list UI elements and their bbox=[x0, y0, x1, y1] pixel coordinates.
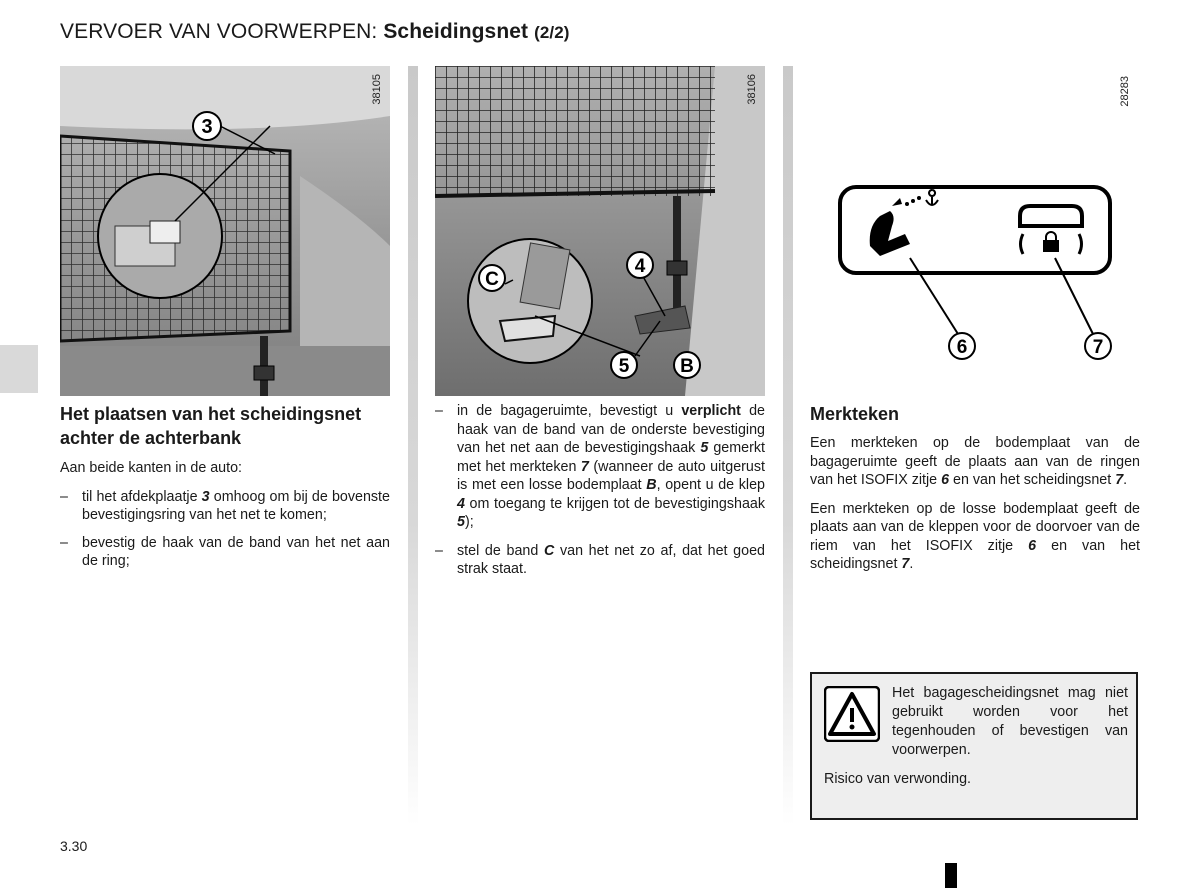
callout-C: C bbox=[485, 269, 499, 290]
list-item: – stel de band C van het net zo af, dat het goed strak staat. bbox=[435, 542, 765, 577]
callout-5: 5 bbox=[618, 356, 630, 377]
list-item: – til het afdekplaatje 3 omhoog om bij de bovenste bevestigingsring van het net te komen; bbox=[60, 488, 390, 523]
figure-ref-number: 28283 bbox=[1119, 76, 1131, 107]
ref-3: 3 bbox=[201, 488, 210, 505]
callout-6: 6 bbox=[956, 337, 968, 358]
figure-marking-symbols bbox=[810, 66, 1140, 366]
figure-ref-number: 38105 bbox=[371, 74, 383, 105]
warning-risk-text: Risico van verwonding. bbox=[824, 771, 972, 787]
chapter-side-tab bbox=[0, 345, 38, 393]
intro-text: Aan beide kanten in de auto: bbox=[60, 460, 243, 476]
page-edge-marker bbox=[945, 863, 957, 888]
section-heading: Het plaatsen van het scheidingsnet achter de achterbank bbox=[60, 404, 362, 448]
column-1-text bbox=[60, 402, 390, 571]
page-title bbox=[60, 20, 570, 44]
section-heading: Merkteken bbox=[810, 404, 900, 424]
title-page-count: (2/2) bbox=[534, 23, 570, 42]
page-number: 3.30 bbox=[60, 838, 88, 854]
column-3-text bbox=[810, 402, 1140, 574]
list-item: – bevestig de haak van de band van het net aan de ring; bbox=[60, 534, 390, 569]
warning-triangle-icon bbox=[824, 686, 880, 742]
title-main: VERVOER VAN VOORWERPEN: bbox=[60, 20, 378, 43]
column-2-text bbox=[435, 402, 765, 579]
paragraph: Een merkteken op de bodemplaat van de bagageruimte geeft de plaats aan van de ringen van het ISOFIX zitje 6 en van het scheidingsnet 7. bbox=[810, 435, 1140, 488]
callout-7: 7 bbox=[1092, 337, 1104, 358]
callout-3: 3 bbox=[201, 116, 213, 138]
callout-4: 4 bbox=[634, 256, 646, 277]
column-divider bbox=[783, 66, 793, 826]
figure-net-lower-hook bbox=[435, 66, 765, 396]
figure-ref-number: 38106 bbox=[746, 74, 758, 105]
title-sub: Scheidingsnet bbox=[383, 20, 529, 43]
paragraph: Een merkteken op de losse bodemplaat geeft de plaats aan van de kleppen voor de doorvoer van de riem van het ISOFIX zitje 6 en van het scheidingsnet 7. bbox=[810, 500, 1140, 572]
figure-net-upper-ring bbox=[60, 66, 390, 396]
warning-box bbox=[810, 672, 1138, 820]
column-divider bbox=[408, 66, 418, 826]
callout-B: B bbox=[680, 356, 694, 377]
warning-text: Het bagagescheidingsnet mag niet gebruikt worden voor het tegenhouden of bevestigen van voorwerpen. bbox=[892, 685, 1128, 758]
list-item: – in de bagageruimte, bevestigt u verplicht de haak van de band van de onderste bevestiging van het net aan de bevestigingshaak 5 gemerkt met het merkteken 7 (wanneer de auto uitgerust is met een losse bodemplaat B, opent u de klep 4 om toegang te krijgen tot de bevestigingshaak 5); bbox=[435, 403, 766, 530]
